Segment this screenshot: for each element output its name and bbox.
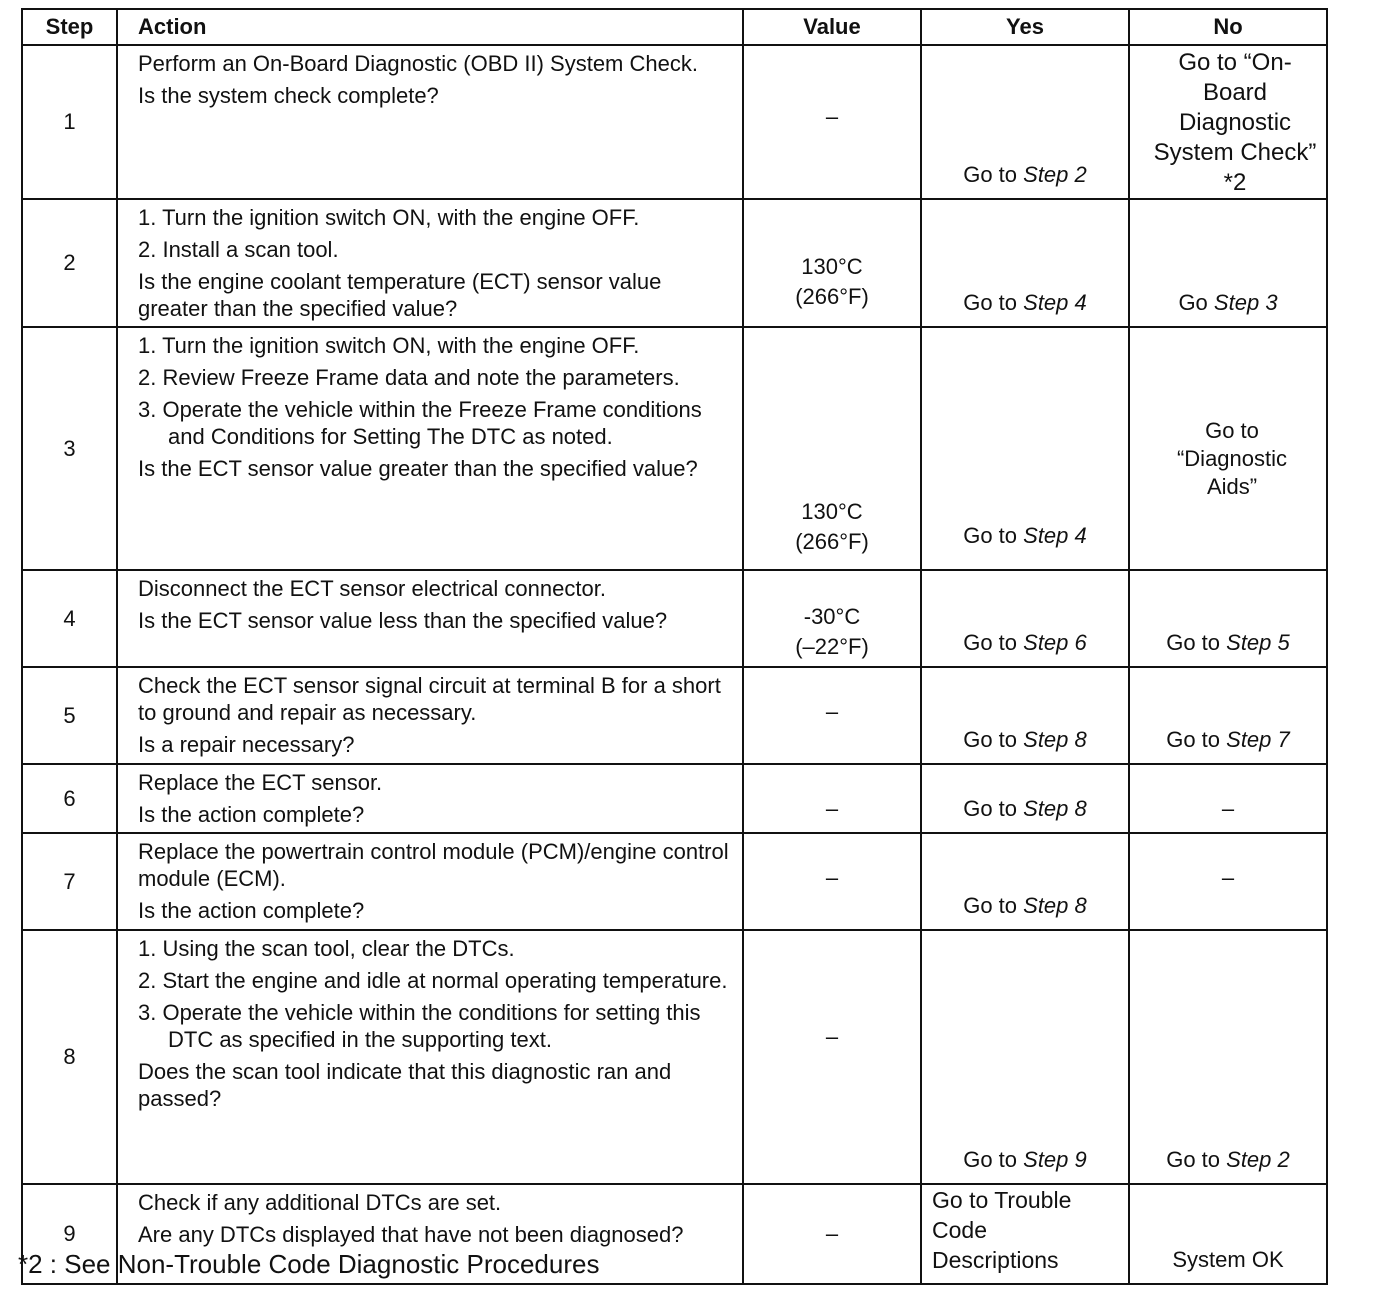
- value-cell: [743, 199, 921, 327]
- step-number: 1: [22, 45, 117, 199]
- table-row: [22, 833, 1327, 930]
- goto-text: Go to: [963, 630, 1018, 655]
- no-cell: –: [1129, 764, 1327, 833]
- header-value: Value: [743, 9, 921, 45]
- action-item: 3. Operate the vehicle within the conditions for setting this DTC as specified in the supporting text.: [138, 1000, 701, 1052]
- goto-text: Go to: [963, 1147, 1018, 1172]
- action-text: Disconnect the ECT sensor electrical connector.: [138, 576, 606, 601]
- step-number: 9: [22, 1184, 117, 1284]
- value-cell: –: [743, 1184, 921, 1284]
- no-cell: [1129, 327, 1327, 570]
- action-cell: [117, 930, 743, 1184]
- action-text: Perform an On-Board Diagnostic (OBD II) System Check.: [138, 51, 698, 76]
- yes-cell: Go to Trouble Code Descriptions: [921, 1184, 1129, 1284]
- action-item: 1. Using the scan tool, clear the DTCs.: [138, 936, 515, 961]
- table-row: [22, 199, 1327, 327]
- action-text: Replace the powertrain control module (PCM)/engine control module (ECM).: [138, 839, 729, 891]
- action-item: 2. Start the engine and idle at normal operating temperature.: [138, 968, 728, 993]
- step-word: Step: [1226, 1147, 1272, 1172]
- value-celsius: 130°C: [801, 254, 863, 279]
- footnote: *2 : See Non-Trouble Code Diagnostic Procedures: [18, 1249, 600, 1279]
- action-cell: [117, 45, 743, 199]
- no-cell: [1129, 199, 1327, 327]
- target-step: 6: [1074, 630, 1087, 655]
- yes-cell: [921, 199, 1129, 327]
- value-cell: –: [743, 833, 921, 930]
- goto-text: Go to: [963, 162, 1018, 187]
- value-cell: –: [743, 45, 921, 199]
- no-cell: [1129, 570, 1327, 667]
- header-step: Step: [22, 9, 117, 45]
- step-number: 8: [22, 930, 117, 1184]
- step-word: Step: [1023, 727, 1069, 752]
- action-question: Is the ECT sensor value greater than the specified value?: [138, 456, 698, 481]
- go-text: Go: [1178, 290, 1208, 315]
- yes-cell: [921, 327, 1129, 570]
- action-text: Check the ECT sensor signal circuit at terminal B for a short to ground and repair as necessary.: [138, 673, 721, 725]
- value-fahrenheit: (–22°F): [795, 634, 869, 659]
- target-step: 4: [1074, 290, 1087, 315]
- value-cell: [743, 327, 921, 570]
- target-step: 3: [1265, 290, 1278, 315]
- table-row: [22, 570, 1327, 667]
- step-number: 6: [22, 764, 117, 833]
- target-step: 8: [1074, 893, 1087, 918]
- table-header-row: [22, 9, 1327, 45]
- action-text: Replace the ECT sensor.: [138, 770, 383, 795]
- table-row: [22, 764, 1327, 833]
- value-cell: –: [743, 764, 921, 833]
- step-number: 3: [22, 327, 117, 570]
- no-cell: [1129, 45, 1327, 199]
- action-question: Is a repair necessary?: [138, 732, 355, 757]
- action-cell: [117, 667, 743, 764]
- value-cell: [743, 570, 921, 667]
- goto-text: Go to: [1166, 630, 1221, 655]
- step-number: 5: [22, 667, 117, 764]
- no-cell: [1129, 667, 1327, 764]
- no-cell: System OK: [1129, 1184, 1327, 1284]
- action-question: Is the ECT sensor value less than the specified value?: [138, 608, 668, 633]
- action-item: 2. Review Freeze Frame data and note the parameters.: [138, 365, 680, 390]
- target-step: 9: [1074, 1147, 1087, 1172]
- step-word: Step: [1023, 796, 1069, 821]
- target-step: 7: [1277, 727, 1290, 752]
- target-step: 8: [1074, 727, 1087, 752]
- value-cell: –: [743, 930, 921, 1184]
- header-no: No: [1129, 9, 1327, 45]
- action-question: Is the engine coolant temperature (ECT) sensor value greater than the specified value?: [138, 269, 662, 321]
- goto-text: Go to: [1166, 1147, 1221, 1172]
- action-item: 2. Install a scan tool.: [138, 237, 339, 262]
- value-cell: –: [743, 667, 921, 764]
- table-row: [22, 667, 1327, 764]
- goto-text: Go to: [963, 523, 1018, 548]
- step-word: Step: [1023, 630, 1069, 655]
- action-cell: [117, 199, 743, 327]
- no-text: Go to “On-Board Diagnostic System Check” *2: [1153, 49, 1317, 196]
- action-item: 1. Turn the ignition switch ON, with the engine OFF.: [138, 205, 640, 230]
- yes-cell: [921, 570, 1129, 667]
- target-step: 8: [1074, 796, 1087, 821]
- action-question: Are any DTCs displayed that have not been diagnosed?: [138, 1222, 684, 1247]
- action-text: Check if any additional DTCs are set.: [138, 1190, 502, 1215]
- no-text: Go to “Diagnostic Aids”: [1176, 417, 1288, 499]
- step-word: Step: [1226, 727, 1272, 752]
- yes-cell: [921, 833, 1129, 930]
- step-word: Step: [1213, 290, 1260, 315]
- value-celsius: 130°C: [801, 499, 863, 524]
- action-question: Does the scan tool indicate that this diagnostic ran and passed?: [138, 1059, 672, 1111]
- action-cell: [117, 570, 743, 667]
- header-action: Action: [117, 9, 743, 45]
- target-step: 4: [1074, 523, 1087, 548]
- no-cell: [1129, 930, 1327, 1184]
- table-row: [22, 45, 1327, 199]
- yes-cell: [921, 667, 1129, 764]
- action-question: Is the system check complete?: [138, 83, 439, 108]
- yes-cell: [921, 930, 1129, 1184]
- step-word: Step: [1023, 290, 1069, 315]
- step-word: Step: [1023, 162, 1069, 187]
- goto-text: Go to: [1166, 727, 1221, 752]
- step-word: Step: [1023, 523, 1069, 548]
- value-fahrenheit: (266°F): [795, 284, 869, 309]
- value-fahrenheit: (266°F): [795, 529, 869, 554]
- step-number: 2: [22, 199, 117, 327]
- diagnostic-table: [21, 8, 1328, 1285]
- step-number: 4: [22, 570, 117, 667]
- value-celsius: -30°C: [803, 604, 861, 629]
- action-item: 3. Operate the vehicle within the Freeze Frame conditions and Conditions for Setting The DTC as noted.: [138, 397, 702, 449]
- step-word: Step: [1023, 893, 1069, 918]
- goto-text: Go to: [963, 796, 1018, 821]
- target-step: 5: [1277, 630, 1290, 655]
- target-step: 2: [1074, 162, 1087, 187]
- goto-text: Go to: [963, 893, 1018, 918]
- no-cell: –: [1129, 833, 1327, 930]
- action-cell: [117, 764, 743, 833]
- header-yes: Yes: [921, 9, 1129, 45]
- step-number: 7: [22, 833, 117, 930]
- table-row: [22, 930, 1327, 1184]
- target-step: 2: [1277, 1147, 1290, 1172]
- table-row: [22, 327, 1327, 570]
- step-word: Step: [1023, 1147, 1069, 1172]
- goto-text: Go to: [963, 727, 1018, 752]
- step-word: Step: [1226, 630, 1272, 655]
- action-cell: [117, 833, 743, 930]
- yes-cell: [921, 764, 1129, 833]
- action-question: Is the action complete?: [138, 898, 365, 923]
- action-cell: [117, 327, 743, 570]
- yes-cell: [921, 45, 1129, 199]
- action-question: Is the action complete?: [138, 802, 365, 827]
- action-item: 1. Turn the ignition switch ON, with the engine OFF.: [138, 333, 640, 358]
- goto-text: Go to: [963, 290, 1018, 315]
